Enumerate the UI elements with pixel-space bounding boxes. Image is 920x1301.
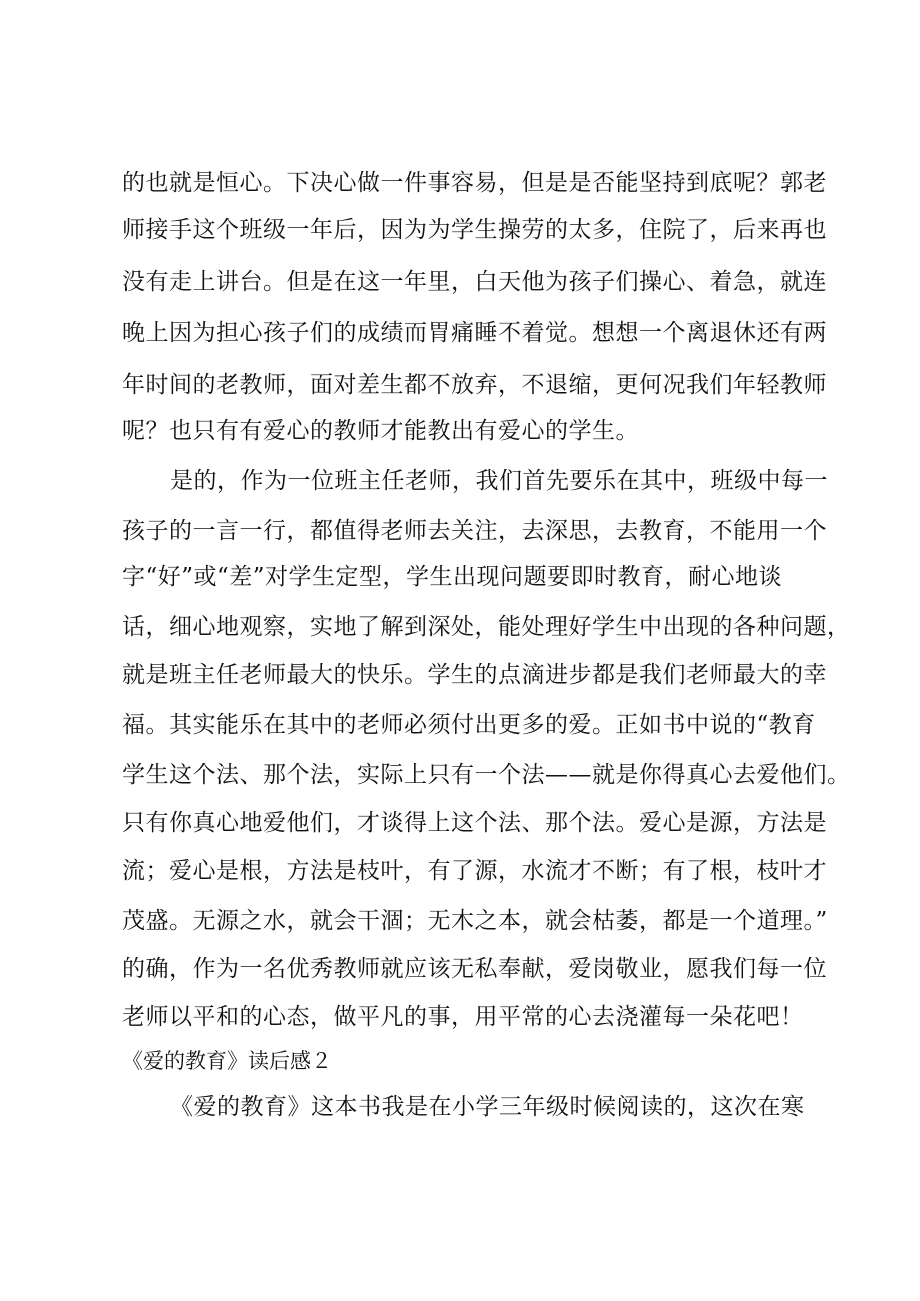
body-text-line: 没有走上讲台。但是在这一年里，白天他为孩子们操心、着急，就连 [122, 269, 827, 295]
body-text-line: 《爱的教育》这本书我是在小学三年级时候阅读的，这次在寒 [170, 1094, 805, 1120]
body-text-line: 的也就是恒心。下决心做一件事容易，但是是否能坚持到底呢？郭老 [122, 170, 827, 196]
body-text-line: 老师以平和的心态，做平凡的事，用平常的心去浇灌每一朵花吧！ [122, 1004, 804, 1030]
body-text-line: 茂盛。无源之水，就会干涸；无木之本，就会枯萎，都是一个道理。” [122, 908, 828, 934]
body-text-line: 的确，作为一名优秀教师就应该无私奉献，爱岗敬业，愿我们每一位 [122, 956, 827, 982]
body-text-line: 师接手这个班级一年后，因为为学生操劳的太多，住院了，后来再也 [122, 217, 827, 243]
body-text-line: 晚上因为担心孩子们的成绩而胃痛睡不着觉。想想一个离退休还有两 [122, 320, 827, 346]
body-text-line: 字“好”或“差”对学生定型，学生出现问题要即时教育，耐心地谈 [122, 564, 783, 590]
body-text-line: 话，细心地观察，实地了解到深处，能处理好学生中出现的各种问题， [122, 614, 851, 640]
body-text-line: 孩子的一言一行，都值得老师去关注，去深思，去教育，不能用一个 [122, 518, 827, 544]
section-title: 《爱的教育》读后感２ [122, 1049, 332, 1073]
body-text-line: 福。其实能乐在其中的老师必须付出更多的爱。正如书中说的“教育 [122, 712, 816, 738]
body-text-line: 流；爱心是根，方法是枝叶，有了源，水流才不断；有了根，枝叶才 [122, 858, 827, 884]
body-text-line: 学生这个法、那个法，实际上只有一个法——就是你得真心去爱他们。 [122, 762, 851, 788]
body-text-line: 是的，作为一位班主任老师，我们首先要乐在其中，班级中每一 [170, 468, 828, 494]
body-text-line: 呢？也只有有爱心的教师才能教出有爱心的学生。 [122, 418, 639, 444]
body-text-line: 年时间的老教师，面对差生都不放弃，不退缩，更何况我们年轻教师 [122, 372, 827, 398]
body-text-line: 只有你真心地爱他们，才谈得上这个法、那个法。爱心是源，方法是 [122, 810, 827, 836]
body-text-line: 就是班主任老师最大的快乐。学生的点滴进步都是我们老师最大的幸 [122, 662, 827, 688]
